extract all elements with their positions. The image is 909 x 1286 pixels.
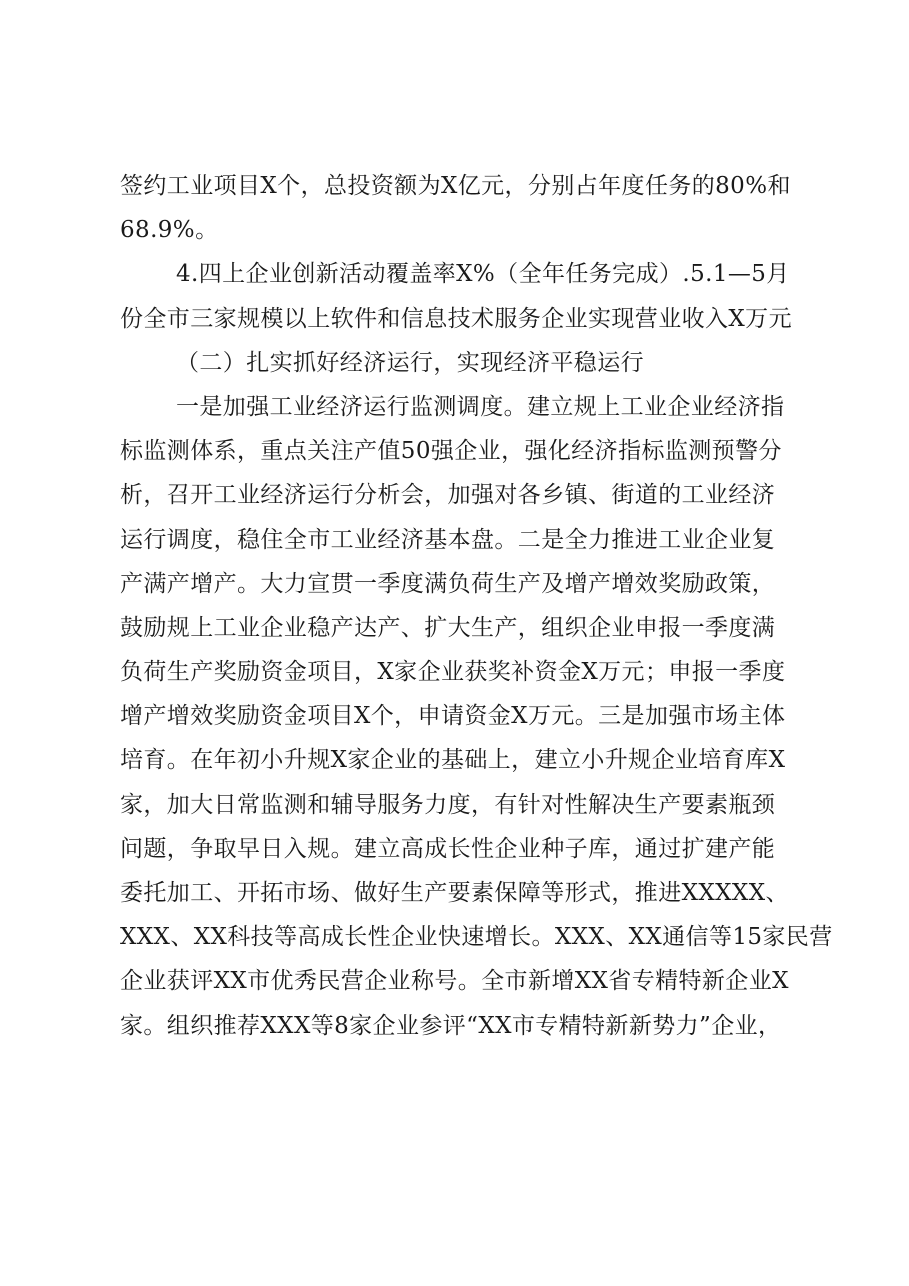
paragraph-line: 负荷生产奖励资金项目，X家企业获奖补资金X万元；申报一季度 (120, 659, 786, 686)
paragraph-line: 委托加工、开拓市场、做好生产要素保障等形式，推进XXXXX、 (120, 880, 789, 906)
paragraph-line: 份全市三家规模以上软件和信息技术服务企业实现营业收入X万元 (120, 305, 792, 332)
paragraph-line: 标监测体系，重点关注产值50强企业，强化经济指标监测预警分 (120, 438, 782, 465)
paragraph-line: 运行调度，稳住全市工业经济基本盘。二是全力推进工业企业复 (120, 526, 776, 553)
paragraph-line: 一是加强工业经济运行监测调度。建立规上工业企业经济指 (176, 393, 785, 420)
paragraph-line: 68.9%。 (120, 217, 219, 244)
paragraph-line: 析，召开工业经济运行分析会，加强对各乡镇、街道的工业经济 (120, 482, 776, 509)
document-body (120, 164, 833, 1048)
paragraph-line: XXX、XX科技等高成长性企业快速增长。XXX、XX通信等15家民营 (120, 924, 833, 951)
paragraph-line: 企业获评XX市优秀民营企业称号。全市新增XX省专精特新企业X (120, 968, 789, 995)
paragraph-line: 家。组织推荐XXX等8家企业参评“XX市专精特新新势力”企业， (120, 1012, 782, 1039)
paragraph-line: 培育。在年初小升规X家企业的基础上，建立小升规企业培育库X (120, 747, 786, 774)
paragraph-line: 4.四上企业创新活动覆盖率X%（全年任务完成）.5.1—5月 (176, 261, 790, 288)
paragraph-line: 家，加大日常监测和辅导服务力度，有针对性解决生产要素瓶颈 (120, 791, 776, 818)
paragraph-line: 签约工业项目X个，总投资额为X亿元，分别占年度任务的80%和 (120, 173, 791, 199)
paragraph-line: 鼓励规上工业企业稳产达产、扩大生产，组织企业申报一季度满 (120, 614, 776, 641)
paragraph-line: 增产增效奖励资金项目X个，申请资金X万元。三是加强市场主体 (120, 703, 786, 730)
paragraph-line: 产满产增产。大力宣贯一季度满负荷生产及增产增效奖励政策， (120, 570, 776, 597)
section-heading: （二）扎实抓好经济运行，实现经济平稳运行 (176, 349, 644, 376)
paragraph-line: 问题，争取早日入规。建立高成长性企业种子库，通过扩建产能 (120, 835, 776, 862)
